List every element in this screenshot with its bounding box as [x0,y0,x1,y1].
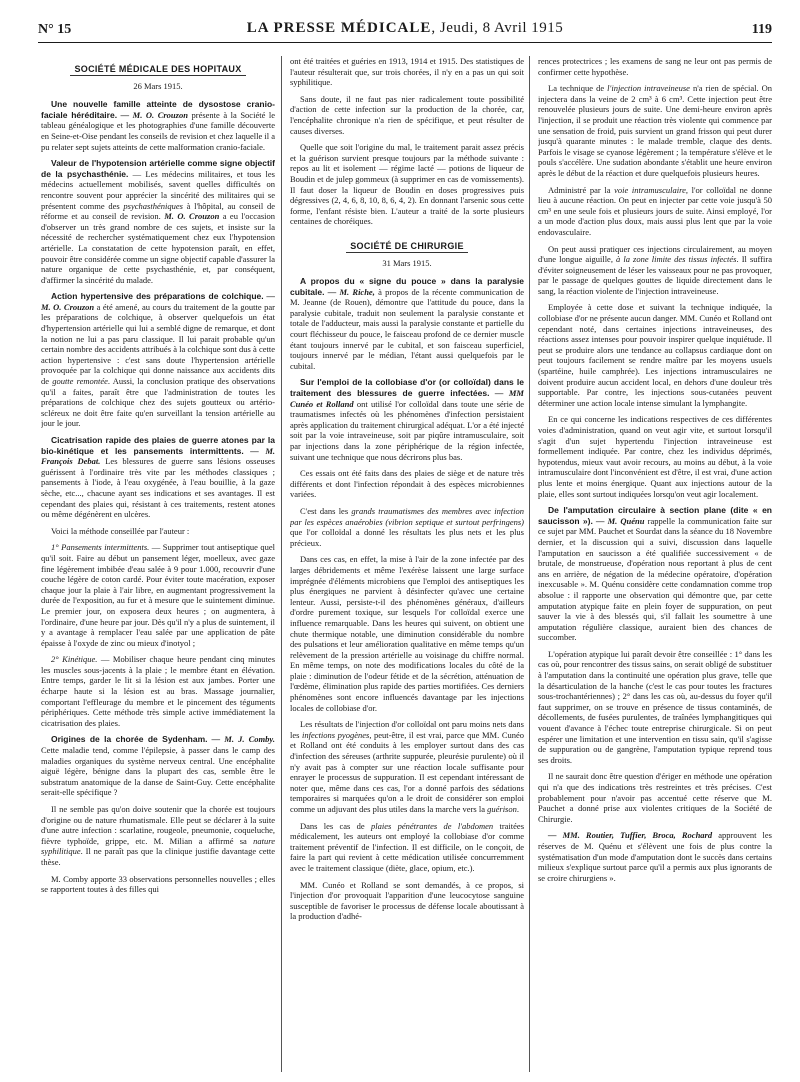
section-title: SOCIÉTÉ DE CHIRURGIE [346,241,468,253]
publication-title: LA PRESSE MÉDICALE [246,20,432,36]
article-text: a eu l'occasion d'observer un très grand nombre de ces sujets, et insiste sur la nécessité de rechercher systématiquement chez eux l'hypotension artérielle. La constatation de cette hypotension paraît, en effet, pouvoir être considérée comme un signe objectif capable d'assurer la nature organique de cette psychasthénie, et, par conséquent, d'affirmer la sincérité du malade. [41,211,275,285]
article-text: que l'or colloïdal a donné les résultats les plus nets et les plus précieux. [290,527,524,548]
paragraph: L'opération atypique lui paraît devoir être conseillée : 1° dans les cas où, pour rencontrer des tissus sains, on serait obligé de substituer à l'amputation dans la continuité une opération plus grave, telle que la désarticulation de la hanche (c'est le cas pour toutes les fractures sous-trochantériennes) ; 2° dans les cas où, au-dessus du foyer qu'il faut supprimer, on se trouve en présence de tissus contaminés, de décollements, de fusées purulentes, de traînées lymphangitiques qui vouent d'avance à l'échec toute entreprise chirurgicale. Si on peut espérer une limitation et une intervention en tissu sain, qu'il s'agisse de suppuration ou de gangrène, l'amputation typique reprend tous ses droits. [538,648,772,765]
paragraph [538,830,772,883]
article [41,734,275,798]
article-text: traitées médicalement, les auteurs ont employé la collobiase d'or comme traitement préventif de l'infection. Il est difficile, on le conçoit, de faire la part qui revient à cette médication utilisée concurremment avec le traitement classique (diète, glace, opium, etc.). [290,820,524,873]
article-text: présente à la Société le tableau généalogique et les photographies d'une famille découverte en Seine-et-Oise pendant les conseils de revision et chez laquelle il a pu relater sept sujets atteints de cette malformation cranio-faciale. [41,109,275,152]
article-italic: voie intramusculaire [614,184,686,195]
article-text: n'a rien de spécial. On injectera dans la veine de 2 cm³ à 6 cm³. Cette injection peut être renouvelée plusieurs jours de suite. Une demi-heure environ après l'injection, il se produit une réaction très violente qui commence par une sensation de froid, puis survient un grand frisson qui peut durer jusqu'à quarante minutes : le malade tremble, claque des dents. Parfois le visage se cyanose légèrement ; la température s'élève et le pouls s'accélère. Une sudation abondante s'établit une heure environ après le début de la réaction et dure quelquefois plusieurs heures. [538,83,772,178]
article [41,291,275,429]
article-text: — Les médecins militaires, et tous les médecins actuellement mobilisés, savent quelles difficultés on rencontre souvent pour apprécier la sincérité des militaires qui se présentent comme des [41,168,275,211]
article [41,99,275,152]
column-2 [290,56,524,1072]
article-text: Il ne semble pas qu'on doive soutenir que la chorée est toujours d'origine ou de nature rhumatismale. Elle peut se déclarer à la suite d'une autre infection : scarlatine, rougeole, pneumonie, coqueluche, fièvre typhoïde, grippe, etc. M. Milian a affirmé sa [41,804,275,846]
item-text: — Supprimer tout antiseptique quel qu'il soit. Faire au début un pansement léger, moelleux, avec gaze fine légèrement imbibée d'eau salée à 9 pour 1.000, recouvrir d'une couche légère de coton cardé. Pour éviter toute macération, exposer chaque jour la plaie à l'air libre, en augmentant progressivement la durée de l'exposition, au fur et à mesure que le suintement diminue. Le premier jour, on exposera deux heures ; on augmentera, à l'ordinaire, d'une heure par jour. Dès qu'il n'y a plus de suintement, il y a avantage à remplacer l'eau salée par une application de pâte épaisse à l'oxyde de zinc ou mieux d'inotyol ; [41,542,275,648]
paragraph: Sans doute, il ne faut pas nier radicalement toute possibilité d'action de cette infection sur la production de la chorée, car, l'encéphalite chronique n'a rien de spécifique, et peut résulter de causes diverses. [290,93,524,136]
article-heading: De l'amputation circulaire à section plane (dite « en saucisson »). [538,505,772,526]
article-text: à l'hôpital, au conseil de réforme et au conseil de revision. [41,200,275,222]
paragraph [41,654,275,728]
article-heading: Origines de la chorée de Sydenham. [51,734,208,745]
paragraph [41,542,275,648]
article-text: . Il suffira d'éviter soigneusement de léser les vaisseaux pour ne pas provoquer, par le passage de quelques gouttes de liquide directement dans le sang, la réaction violente de l'injection intraveineuse. [538,254,772,296]
paragraph: Quelle que soit l'origine du mal, le traitement parait assez précis et la guérison survient presque toujours par la méthode suivante : repos au lit et isolement — régime lacté — potions de liqueur de Boudin et de julep gommeux (à supprimer en cas de vomissements). Il faut doser la liqueur de Boudin en doses progressives puis dégressives (2, 4, 6, 8, 10, 8, 6, 4, 2). En donnant l'arsenic sous cette forme, l'enfant résiste bien. L'auteur a traité de la sorte plusieurs centaines de choréiques. [290,142,524,227]
item-text: — Mobiliser chaque heure pendant cinq minutes les muscles sous-jacents à la plaie ; le membre étant en élévation. Entre temps, garder le lit si la lésion est aux jambes. Porter une écharpe haute si la lésion est au bras. Massage journalier, comportant l'effleurage du membre et le pincement des téguments périphériques. Cette méthode très simple active immédiatement la cicatrisation des plaies. [41,654,275,728]
paragraph: Employée à cette dose et suivant la technique indiquée, la collobiase d'or ne présente aucun danger. MM. Cunéo et Rolland ont cependant noté, dans certaines injections intraveineuses, des réactions assez intenses pour pouvoir inspirer quelque inquiétude. Il peut se produire alors une tendance au collapsus cardiaque dont on peut toujours facilement se rendre maître par les moyens usuels (spartéine, huile camphrée). Les injections intramusculaires ne doivent produire aucun accident local, en dehors d'une douleur très supportable. Par contre, les injections sous-cutanées peuvent déterminer une action locale intense simulant la lymphangite. [538,302,772,408]
article-text: Les résultats de l'injection d'or colloïdal ont paru moins nets dans les [290,719,524,740]
article-author: M. O. Crouzon [164,211,220,222]
article-italic: guérison [487,804,517,814]
article-text: Administré par la [548,184,611,195]
paragraph [538,244,772,297]
issue-number: N° 15 [38,22,72,37]
article-heading: Cicatrisation rapide des plaies de guerre atones par la bio-kinétique et les pansements intermittents. [41,435,275,456]
paragraph [41,804,275,868]
item-label: 1° Pansements intermittents. [51,542,150,553]
article-text: à propos de la récente communication de M. Jeanne (de Rouen), démontre que l'attitude du pouce, dans la paralysie cubitale, traduit non seulement la paralysie constante et totale de l'adducteur, mais aussi la paralysie constante et partielle du court fléchisseur du pouce, le faisceau profond de ce dernier muscle étant toujours innervé par le cubital, et son faisceau superficiel, toujours innervé par le médian, l'étant aussi quelquefois par le cubital. [290,286,524,371]
article-text: rappelle la communication faite sur ce sujet par MM. Pauchet et Sourdat dans la séance du 18 Novembre dernier, et la discussion qui a suivi, discussion dans laquelle l'amputation en saucisson a été qualifiée successivement « de brutale, de monstrueuse, d'opération nous reportant à plus de cent ans en arrière, de négation de la médecine opératoire, d'opération inexcusable ». M. Quénu considère cette condamnation comme trop absolue : il rapporte une observation qui démontre que, par cette amputation atypique faite en plein foyer de suppuration, on peut sauver la vie à des blessés qui, s'il fallait les soumettre à une amputation régulière classique, auraient bien des chances de succomber. [538,515,772,643]
column-1 [41,56,275,1072]
item-label: 2° Kinétique. [51,654,98,665]
article-heading: A propos du « signe du pouce » dans la paralysie cubitale. [290,276,524,297]
article-author: — M. François Debat. [41,445,275,467]
paragraph [290,821,524,874]
article-author: — MM Cunéo et Rolland [290,388,524,409]
article-text: Cette maladie tend, comme l'épilepsie, à passer dans le camp des maladies organiques du système nerveux central. Une encéphalite aiguë légère, bénigne dans la plupart des cas, semble être le substratum anatomique de la danse de Saint-Guy. Cette encéphalite serait-elle spécifique ? [41,745,275,798]
article-text: C'est dans les [300,505,349,516]
page-number: 119 [751,22,772,37]
column-3 [538,56,772,1072]
article-italic: grands traumatismes des membres avec infection par les espèces anaérobies (vibrion septique et surtout perfringens) [290,505,524,527]
article-author: — M. Riche, [327,286,375,297]
paragraph: ont été traitées et guéries en 1913, 1914 et 1915. Des statistiques de l'auteur résulterait que, sur trois chorées, il n'y en a pas un qui soit syphilitique. [290,56,524,88]
paragraph: rences protectrices ; les examens de sang ne leur ont pas permis de confirmer cette hypothèse. [538,56,772,77]
column-rule [281,56,282,1072]
paragraph: Il ne saurait donc être question d'ériger en méthode une opération qui n'a que des indications très restreintes et très précises. C'est probablement pour n'avoir pas accentué cette réserve que M. Pauchet a donné prise aux violentes critiques de la Société de Chirurgie. [538,771,772,824]
article [290,377,524,462]
paragraph [538,185,772,238]
article-text: . Aussi, la conclusion pratique des observations qu'il a faites, paraît être que l'administration de toutes les préparations de colchique chez des sujets goutteux ou artério-scléreux ne doit être faite qu'en surveillant la tension artérielle au jour le jour. [41,376,275,429]
article-text: La technique de [548,83,605,94]
article-heading: Une nouvelle famille atteinte de dysostose cranio-faciale héréditaire. [41,99,275,120]
article-italic: goutte remontée [52,376,108,387]
article-text: , l'or colloïdal ne donne lieu à aucune réaction. On peut en injecter par cette voie jusqu'à 50 cm³ en une seule fois et plusieurs jours de suite. Ainsi employé, l'or a un mode d'action plus doux, mais aussi plus lent que par la voie endovasculaire. [538,184,772,237]
article-heading: Valeur de l'hypotension artérielle comme signe objectif de la psychasthénie. [41,158,275,179]
article [41,435,275,520]
article-italic: l'injection intraveineuse [607,83,690,94]
article-italic: nature syphilitique [41,835,275,857]
article-text: a été amené, au cours du traitement de la goutte par les préparations de colchique, à observer quelquefois un état d'hypertension artérielle qui lui a semblé digne de remarque, et dont la notion ne lui a pas paru classique. Il lui parait probable qu'un certain nombre des accidents attribués à la colchique sont dus à cette action hypertensive : c'est sans doute l'hypertension artérielle provoquée par la colchique qui donne naissance aux accidents dits de [41,301,275,387]
article-text: . Il ne paraît pas que la clinique justifie davantage cette thèse. [41,846,275,867]
article-author: — M. O. Crouzon [41,291,275,312]
article-italic: infections pyogènes [302,729,370,740]
paragraph: M. Comby apporte 33 observations personnelles nouvelles ; elles se rapportent toutes à des filles qui [41,873,275,895]
publication-date: , Jeudi, 8 Avril 1915 [431,20,564,36]
article-author: — MM. Routier, Tuffier, Broca, Rochard [548,830,713,841]
article-heading: Action hypertensive des préparations de colchique. [51,291,264,302]
article-text: Dans les cas de [300,820,365,831]
article-text: Les blessures de guerre sans lésions osseuses guérissent à l'ordinaire très vite par les méthodes classiques ; pansements à l'iode, à l'eau oxygénée, à l'eau bouillie, à la gaze sèche, etc..., chacune ayant ses indications et ses avantages. Il est cependant des plaies qui, résistant à ces traitements, restent atones ou même dégénèrent en ulcères. [41,456,275,520]
section-date: 26 Mars 1915. [133,80,183,91]
paragraph [290,506,524,548]
article-text: On peut aussi pratiquer ces injections circulairement, au moyen d'une longue aiguille, [538,243,772,265]
article-author: — M. Quénu [595,515,645,526]
section-date: 31 Mars 1915. [382,257,432,268]
article [290,276,524,371]
article-heading: Sur l'emploi de la collobiase d'or (or colloïdal) dans le traitement des blessures de guerre infectées. [290,377,524,399]
article-italic: psychasthéniques [123,200,183,211]
article-italic: à la zone limite des tissus infectés [616,254,737,265]
article [41,158,275,285]
article-author: — M. J. Comby. [211,734,275,745]
column-rule [529,56,530,1072]
paragraph: Ces essais ont été faits dans des plaies de siège et de nature très différents et dont l'infection répondait à des espèces microbiennes variées. [290,468,524,500]
paragraph: Voici la méthode conseillée par l'auteur : [51,525,190,536]
paragraph [538,83,772,178]
section-title: SOCIÉTÉ MÉDICALE DES HOPITAUX [70,64,245,76]
paragraph: Dans ces cas, en effet, la mise à l'air de la zone infectée par des larges débridements et même l'exérèse laissent une large surface imprégnée d'éléments microbiens que l'emploi des antiseptiques les plus énergiques ne parvient à désinfecter qu'avec une certaine lenteur. Aussi, persiste-t-il des phénomènes généraux, d'ailleurs d'ordre purement toxique, sur lesquels l'or colloïdal exerce une influence remarquable. Dans les heures qui suivent, on obtient une chute thermique notable, une diminution considérable du nombre des pulsations et leur amélioration qualitative en même temps qu'un relèvement de la pression artérielle au voisinage du chiffre normal. En même temps, on note des modifications locales du côté de la plaie : diminution de l'odeur fétide et de la sécrétion, atténuation de l'œdème, élimination plus rapide des parties mortifiées. Ces derniers phénomènes sont encore influencés davantage par les injections locales de collobiase d'or. [290,554,524,713]
article-italic: plaies pénétrantes de l'abdomen [370,820,494,831]
paragraph: Les résultats de l'injection d'or colloïdal ont paru moins nets dans les infections pyogènes, peut-être, il est vrai, parce que MM. Cunéo et Rolland ont été conduits à les employer surtout dans des cas d'infection des séreuses (arthrite suppurée, pleurésie purulente) où il n'y avait pas à compter sur une réaction locale suffisante pour enrayer le processus de suppuration. Il est cependant intéressant de noter que, même dans ces cas, l'or a donné parfois des sédations temporaires si marquées qu'on a le droit de considérer son emploi comme un adjuvant des plus utiles dans la marche vers la guérison. [290,719,524,814]
masthead [38,16,772,43]
article [538,505,772,643]
paragraph: En ce qui concerne les indications respectives de ces différentes voies d'administration, quand on veut agir vite, et surtout lorsqu'il s'agit d'un sujet hypertendu l'injection intraveineuse est formellement indiquée. Par contre, chez les individus déprimés, hypotendus, mieux vaut avoir recours, au moins au début, à la voie intramusculaire dont l'inconvénient est d'être, il est vrai, d'une action plus lente et moins énergique. Quant aux injections autour de la plaie, elles sont surtout indiquées lorsqu'on veut agir localement. [538,414,772,499]
article-text: ont utilisé l'or colloïdal dans toute une série de traumatismes infectés où les phénomènes d'infection persistaient après application du traitement chirurgical adéquat. L'or a été injecté soit par la voie intraveineuse, soit par piqûre intramusculaire, soit par injections dans la zone périphérique de la région infectée, suivant une technique que nous décrirons plus bas. [290,398,524,462]
paragraph: MM. Cunéo et Rolland se sont demandés, à ce propos, si l'injection d'or provoquait l'apparition d'une leucocytose sanguine susceptible de favoriser le processus de défense locale aboutissant à la production d'adhé- [290,879,524,922]
publication-header [38,20,772,37]
article-text: , peut-être, il est vrai, parce que MM. Cunéo et Rolland ont été conduits à les employer surtout dans des cas d'infection des séreuses (arthrite suppurée, pleurésie purulente) où il n'y avait pas à compter sur une réaction locale suffisante pour enrayer le processus de suppuration. Il est cependant intéressant de noter que, même dans ces cas, l'or a donné parfois des sédations temporaires si marquées qu'on a le droit de considérer son emploi comme un adjuvant des plus utiles dans la marche vers la [290,729,524,814]
article-text: approuvent les réserves de M. Quénu et s'élèvent une fois de plus contre la systématisation d'un mode d'amputation dont le succès dans certains milieux s'explique surtout parce qu'il a permis aux plus ignorants de se croire chirurgiens ». [538,830,772,883]
article-author: — M. O. Crouzon [120,109,188,120]
